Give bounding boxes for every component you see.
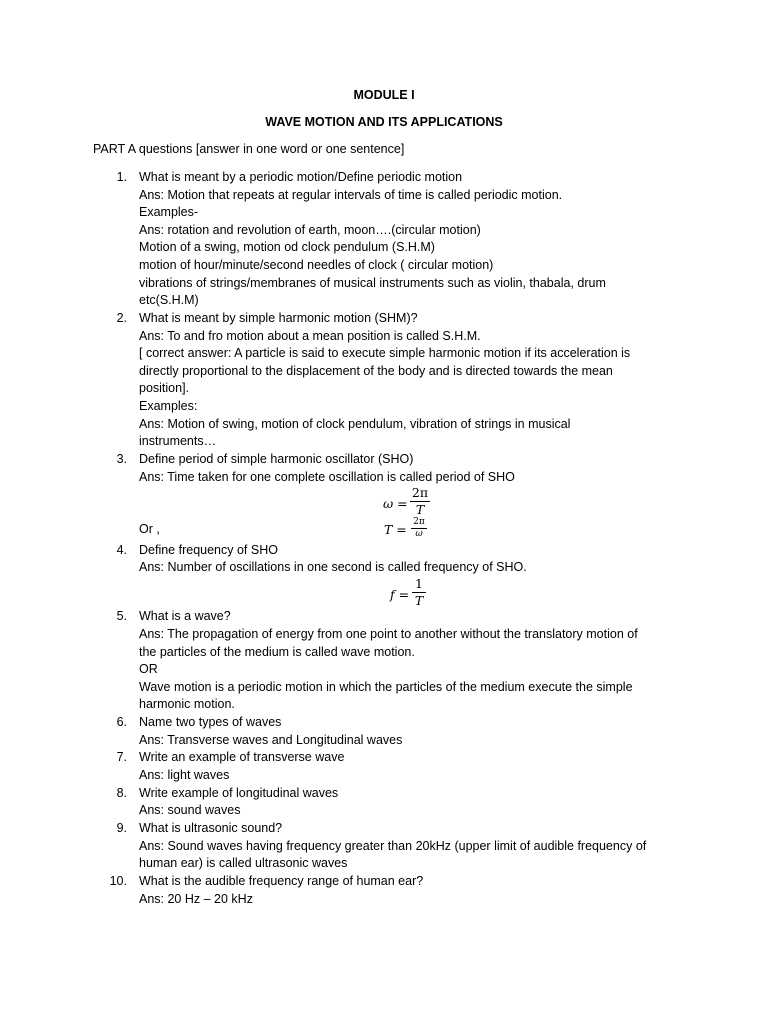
part-heading: PART A questions [answer in one word or one sentence]	[93, 142, 405, 156]
question-number: 6.	[116, 715, 127, 729]
equation-frequency-lhs: f =	[390, 587, 410, 602]
equation-omega-fraction	[410, 486, 430, 517]
equation-omega-lhs: ω =	[383, 496, 408, 511]
answer-line: instruments…	[139, 434, 217, 448]
or-label: Or ,	[139, 522, 160, 536]
question-number: 8.	[116, 786, 127, 800]
question-number: 10.	[109, 874, 127, 888]
question-text: Define frequency of SHO	[139, 543, 278, 557]
question-number: 5.	[116, 609, 127, 623]
question-text: Write example of longitudinal waves	[139, 786, 339, 800]
question-number: 2.	[116, 311, 127, 325]
question-text: What is meant by simple harmonic motion (SHM)?	[139, 311, 418, 325]
answer-line: Ans: Time taken for one complete oscillation is called period of SHO	[139, 470, 515, 484]
equation-period-lhs: T =	[384, 522, 407, 537]
answer-line: directly proportional to the displacement of the body and is directed towards the mean	[139, 364, 613, 378]
fraction-numerator: 2π	[413, 517, 425, 527]
fraction-denominator: ω	[415, 529, 423, 539]
question-text: Write an example of transverse wave	[139, 750, 345, 764]
equation-frequency-fraction	[412, 577, 426, 608]
answer-line: Examples-	[139, 205, 199, 219]
answer-line: Examples:	[139, 399, 198, 413]
answer-line: position].	[139, 381, 190, 395]
fraction-denominator: T	[414, 593, 424, 608]
answer-line: OR	[139, 662, 158, 676]
question-text: What is meant by a periodic motion/Define periodic motion	[139, 170, 463, 184]
answer-line: human ear) is called ultrasonic waves	[139, 856, 348, 870]
question-text: What is ultrasonic sound?	[139, 821, 283, 835]
fraction-numerator: 1	[415, 576, 423, 591]
fraction-denominator: T	[415, 502, 425, 517]
equation-period-fraction	[411, 518, 427, 539]
answer-line: vibrations of strings/membranes of musical instruments such as violin, thabala, drum	[139, 276, 606, 290]
answer-line: Ans: rotation and revolution of earth, moon….(circular motion)	[139, 223, 481, 237]
question-number: 1.	[116, 170, 127, 184]
answer-line: Ans: Motion that repeats at regular intervals of time is called periodic motion.	[139, 188, 563, 202]
answer-line: Wave motion is a periodic motion in which the particles of the medium execute the simple	[139, 680, 633, 694]
answer-line: harmonic motion.	[139, 697, 235, 711]
fraction-numerator: 2π	[411, 485, 429, 500]
question-text: What is a wave?	[139, 609, 231, 623]
answer-line: motion of hour/minute/second needles of clock ( circular motion)	[139, 258, 494, 272]
question-number: 7.	[116, 750, 127, 764]
question-text: Define period of simple harmonic oscillator (SHO)	[139, 452, 414, 466]
answer-line: Ans: The propagation of energy from one point to another without the translatory motion of	[139, 627, 638, 641]
question-number: 4.	[116, 543, 127, 557]
answer-line: Ans: Sound waves having frequency greater than 20kHz (upper limit of audible frequency of	[139, 839, 647, 853]
answer-line: Ans: sound waves	[139, 803, 241, 817]
answer-line: the particles of the medium is called wave motion.	[139, 645, 415, 659]
main-title: WAVE MOTION AND ITS APPLICATIONS	[265, 115, 503, 129]
answer-line: Ans: Number of oscillations in one second is called frequency of SHO.	[139, 560, 527, 574]
answer-line: Ans: 20 Hz – 20 kHz	[139, 892, 253, 906]
question-number: 9.	[116, 821, 127, 835]
answer-line: Motion of a swing, motion od clock pendulum (S.H.M)	[139, 240, 435, 254]
question-text: What is the audible frequency range of human ear?	[139, 874, 424, 888]
answer-line: Ans: Motion of swing, motion of clock pendulum, vibration of strings in musical	[139, 417, 571, 431]
module-title: MODULE I	[353, 88, 415, 102]
question-number: 3.	[116, 452, 127, 466]
answer-line: Ans: To and fro motion about a mean position is called S.H.M.	[139, 329, 481, 343]
question-text: Name two types of waves	[139, 715, 282, 729]
answer-line: Ans: Transverse waves and Longitudinal waves	[139, 733, 403, 747]
answer-line: Ans: light waves	[139, 768, 230, 782]
answer-line: [ correct answer: A particle is said to execute simple harmonic motion if its acceleration is	[139, 346, 631, 360]
answer-line: etc(S.H.M)	[139, 293, 199, 307]
